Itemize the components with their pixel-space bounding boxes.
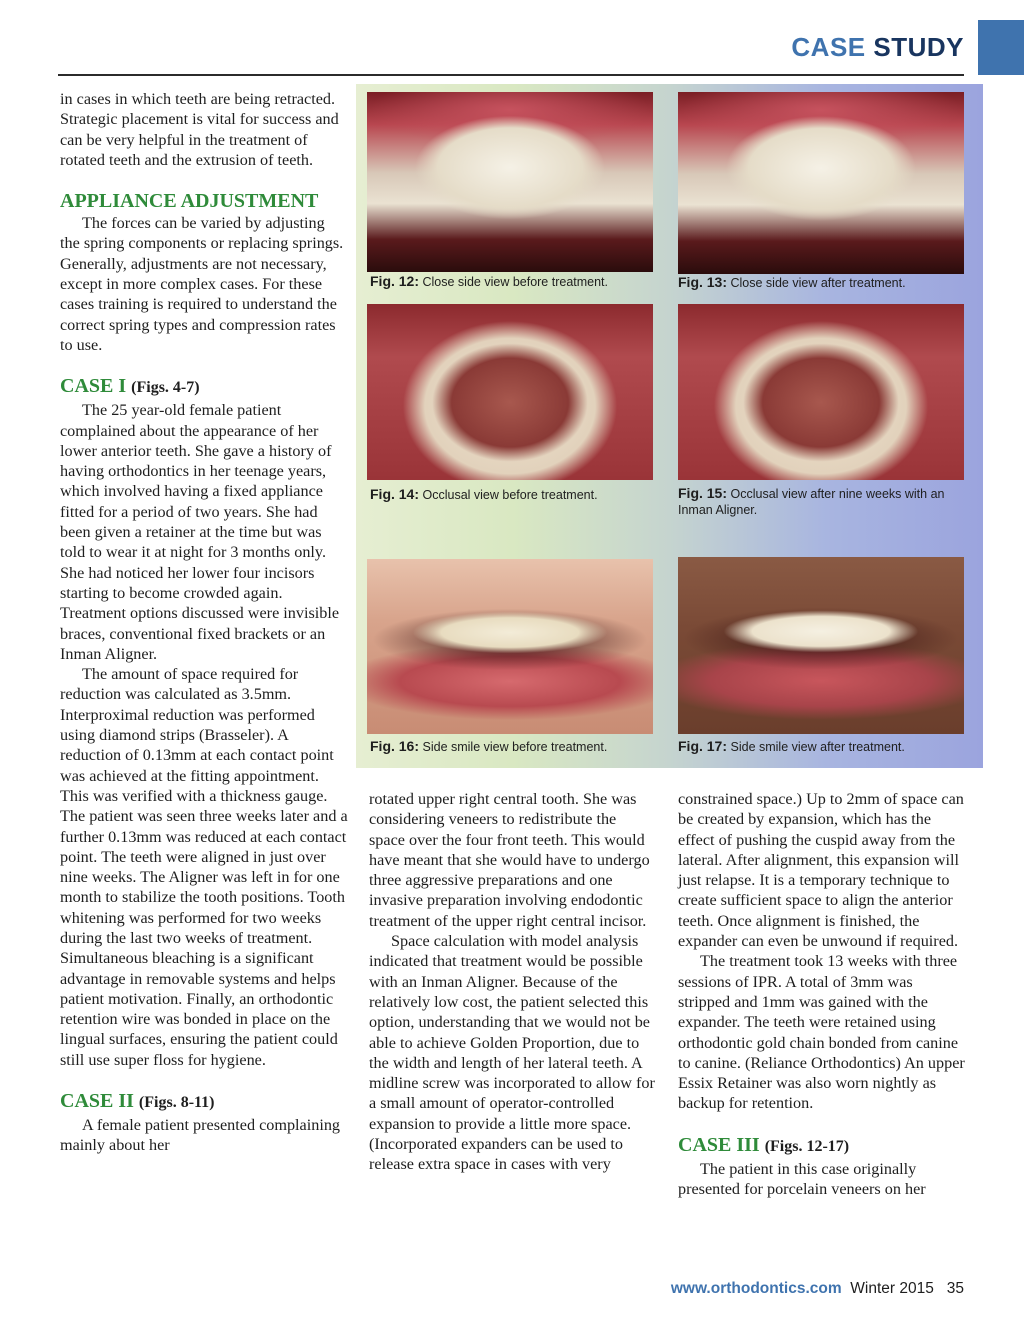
page-footer	[671, 1280, 964, 1298]
section-label	[791, 32, 964, 63]
intro-paragraph: in cases in which teeth are being retracted. Strategic placement is vital for success and can be very helpful in the treatment of rotated teeth and the extrusion of teeth.	[60, 90, 339, 169]
case1-figs: (Figs. 4-7)	[131, 379, 200, 397]
header-rule	[58, 74, 964, 76]
fig12-photo	[367, 92, 653, 272]
fig16-caption	[370, 738, 658, 755]
case2-paragraph-2: rotated upper right central tooth. She was considering veneers to redistribute the space over the four front teeth. This would have meant that she would have to undergo three aggressive preparations and one invasive preparation involving endodontic treatment of the upper right central incisor.	[369, 790, 650, 930]
fig12-caption	[370, 273, 658, 290]
fig14-number: Fig. 14:	[370, 486, 420, 502]
fig12-text: Close side view before treatment.	[422, 275, 609, 289]
fig12-number: Fig. 12:	[370, 273, 420, 289]
case2-figs: (Figs. 8-11)	[138, 1094, 215, 1112]
footer-issue: Winter 2015	[850, 1280, 934, 1297]
fig14-caption	[370, 486, 658, 503]
case2-heading	[60, 1089, 348, 1115]
case2-paragraph-1: A female patient presented complaining mainly about her	[60, 1116, 341, 1155]
fig15-number: Fig. 15:	[678, 485, 728, 501]
fig16-photo	[367, 559, 653, 734]
section-label-word1: CASE	[791, 32, 866, 62]
fig17-text: Side smile view after treatment.	[730, 740, 905, 754]
case3-paragraph-1: The patient in this case originally presented for porcelain veneers on her	[678, 1159, 926, 1199]
fig13-number: Fig. 13:	[678, 274, 728, 290]
fig16-text: Side smile view before treatment.	[422, 740, 608, 754]
fig13-text: Close side view after treatment.	[730, 276, 906, 290]
fig17-caption	[678, 738, 966, 755]
fig17-photo	[678, 557, 964, 734]
header-color-tab	[978, 20, 1024, 75]
footer-url[interactable]: www.orthodontics.com	[670, 1280, 842, 1297]
figure-panel	[356, 84, 983, 768]
fig15-photo	[678, 304, 964, 480]
case1-paragraph-2: The amount of space required for reduction was calculated as 3.5mm. Interproximal reduction was performed using diamond strips (Brasseler). A reduction of 0.13mm at each contact point was achieved at the fitting appointment. This was verified with a thickness gauge. The patient was seen three weeks later and a further 0.13mm was reduced at each contact point. The teeth were aligned in just over nine weeks. The Aligner was left in for one month to stabilize the tooth positions. Tooth whitening was performed for two weeks during the last two weeks of treatment. Simultaneous bleaching is a significant advantage in removable systems and helps patient motivation. Finally, an orthodontic retention wire was bonded in place on the lingual surfaces, ensuring the patient could still use super floss for hygiene.	[60, 665, 348, 1069]
case3-title: CASE III	[678, 1133, 760, 1156]
case3-heading	[678, 1133, 965, 1159]
fig15-text: Occlusal view after nine weeks with an Inman Aligner.	[678, 487, 945, 517]
case1-paragraph-1: The 25 year-old female patient complained about the appearance of her lower anterior teeth. She gave a history of having orthodontics in her teenage years, which involved having a fixed appliance fitted for a period of two years. She had been given a retainer at the time but was told to wear it at night for 3 months only. She had noticed her lower four incisors starting to become crowded again. Treatment options discussed were invisible braces, conventional fixed brackets or an Inman Aligner.	[60, 401, 340, 663]
fig13-photo	[678, 92, 964, 274]
appliance-adjustment-heading: APPLIANCE ADJUSTMENT	[60, 190, 319, 213]
case2-paragraph-3: Space calculation with model analysis indicated that treatment would be possible with an Inman Aligner. Because of the relatively low cost, the patient selected this option, understanding that we would not be able to achieve Golden Proportion, due to the width and length of her lateral teeth. A midline screw was incorporated to allow for a small amount of operator-controlled expansion to provide a little more space. (Incorporated expanders can be used to release extra space in cases with very	[369, 932, 655, 1174]
fig15-caption	[678, 485, 968, 518]
case1-heading	[60, 374, 348, 400]
case2-title: CASE II	[60, 1090, 134, 1113]
case2-paragraph-5: The treatment took 13 weeks with three sessions of IPR. A total of 3mm was stripped and 1mm was gained with the expander. The teeth were retained using orthodontic gold chain bonded from canine to canine. (Reliance Orthodontics) An upper Essix Retainer was also worn nightly as backup for retention.	[678, 952, 965, 1113]
appliance-paragraph: The forces can be varied by adjusting the spring components or replacing springs. Generally, adjustments are not necessary, except in more complex cases. For these cases training is required to understand the correct spring types and compression rates to use.	[60, 214, 344, 354]
fig16-number: Fig. 16:	[370, 738, 420, 754]
text-column-2	[369, 789, 656, 1175]
page-number: 35	[946, 1280, 964, 1297]
fig17-number: Fig. 17:	[678, 738, 728, 754]
section-label-word2: STUDY	[873, 32, 964, 62]
text-column-3	[678, 789, 965, 1199]
fig13-caption	[678, 274, 966, 291]
fig14-text: Occlusal view before treatment.	[422, 488, 598, 502]
fig14-photo	[367, 304, 653, 480]
case3-figs: (Figs. 12-17)	[764, 1137, 850, 1155]
text-column-1	[60, 89, 348, 1156]
case2-paragraph-4: constrained space.) Up to 2mm of space can be created by expansion, which has the effect of pushing the cuspid away from the lateral. After alignment, this expansion will just relapse. It is a temporary technique to create sufficient space to align the anterior teeth. Once alignment is finished, the expander can even be unwound if required.	[678, 790, 964, 951]
case1-title: CASE I	[60, 375, 127, 398]
